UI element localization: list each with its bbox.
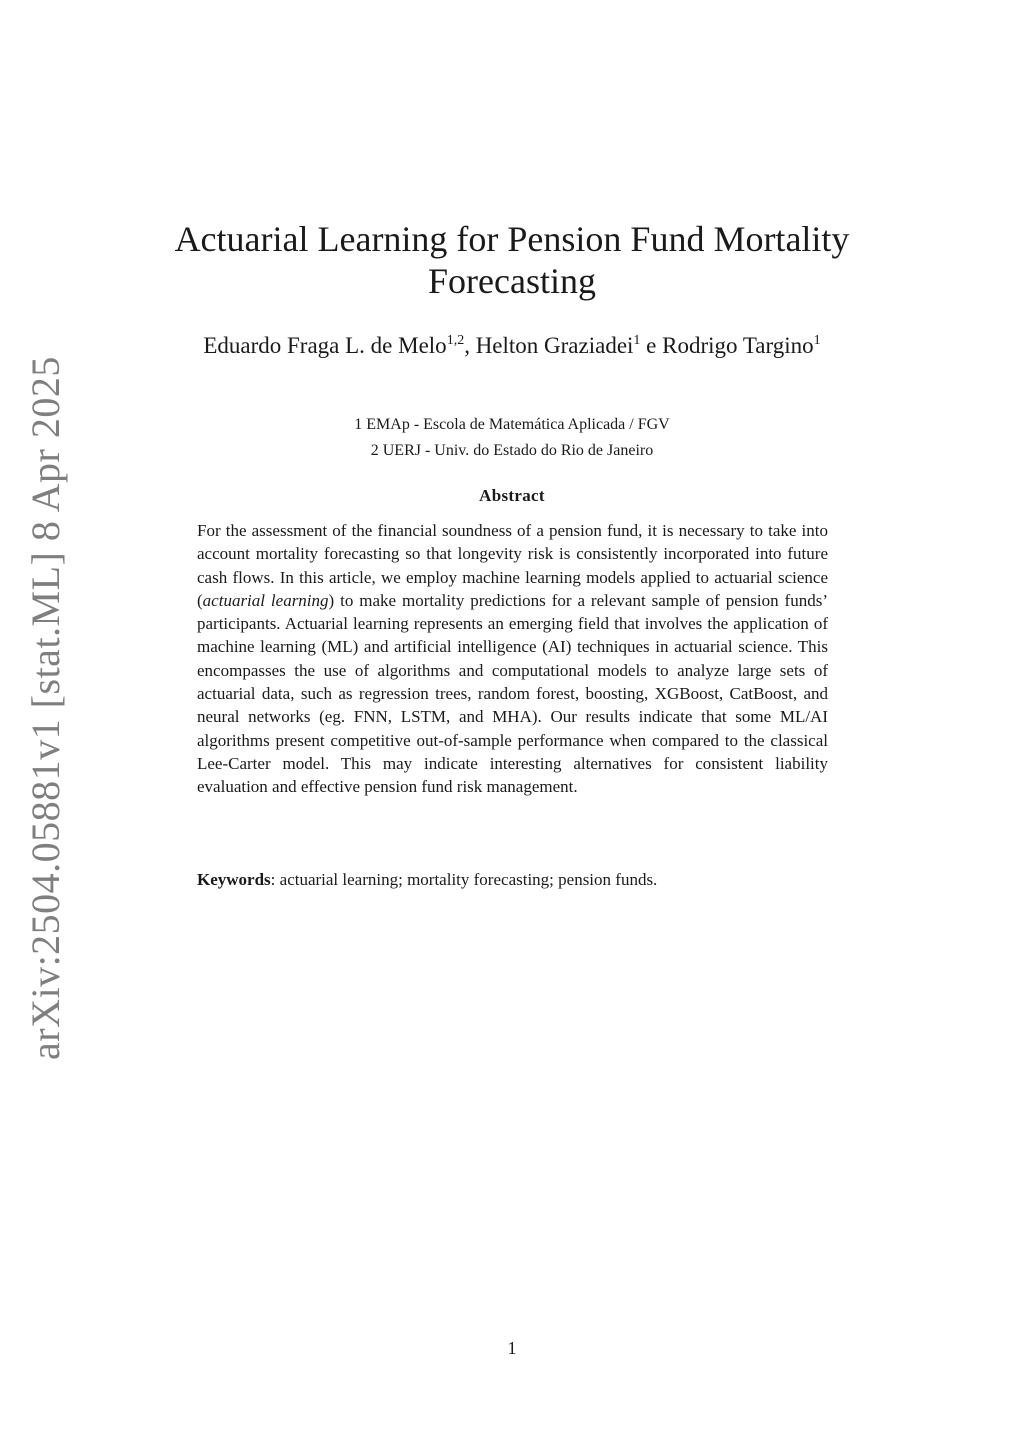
affiliation-line: 2 UERJ - Univ. do Estado do Rio de Janeiro [370,442,654,459]
abstract-heading: Abstract [479,486,545,505]
keywords-label: Keywords [197,870,271,889]
author-list [100,330,924,362]
author-name: Eduardo Fraga L. de Melo [203,333,447,358]
author-separator: , [464,333,476,358]
author-separator: e [640,333,663,358]
arxiv-identifier-stamp: arXiv:2504.05881v1 [stat.ML] 8 Apr 2025 [23,356,68,1060]
keywords-line [197,868,828,892]
author-name: Helton Graziadei [475,333,634,358]
keywords-text: : actuarial learning; mortality forecasting; pension funds. [270,870,658,889]
abstract-text [197,519,828,799]
page-number: 1 [507,1338,517,1358]
paper-title: Actuarial Learning for Pension Fund Mortality Forecasting [174,219,850,301]
affiliation-list [200,412,824,464]
abstract-italic-term: actuarial learning [202,590,329,610]
affiliation-line: 1 EMAp - Escola de Matemática Aplicada / FGV [354,416,670,433]
author-affiliation-mark: 1,2 [446,333,465,348]
author-affiliation-mark: 1 [633,333,641,348]
abstract-text-part: ) to make mortality predictions for a relevant sample of pension funds’ participants. Actuarial learning represents an emerging field that involves the application of machine learning (ML) and artificial intelligence (AI) techniques in actuarial science. This encompasses the use of algorithms and computational models to analyze large sets of actuarial data, such as regression trees, random forest, boosting, XGBoost, CatBoost, and neural networks (eg. FNN, LSTM, and MHA). Our results indicate that some ML/AI algorithms present competitive out-of-sample performance when compared to the classical Lee-Carter model. This may indicate interesting alternatives for consistent liability evaluation and effective pension fund risk management. [197,590,828,797]
author-affiliation-mark: 1 [813,333,821,348]
author-name: Rodrigo Targino [662,333,814,358]
abstract-text-part: For the assessment of the financial soundness of a pension fund, it is necessary to take into account mortality forecasting so that longevity risk is consistently incorporated into future cash flows. In this article, we employ machine learning models applied to actuarial science ( [197,521,828,610]
